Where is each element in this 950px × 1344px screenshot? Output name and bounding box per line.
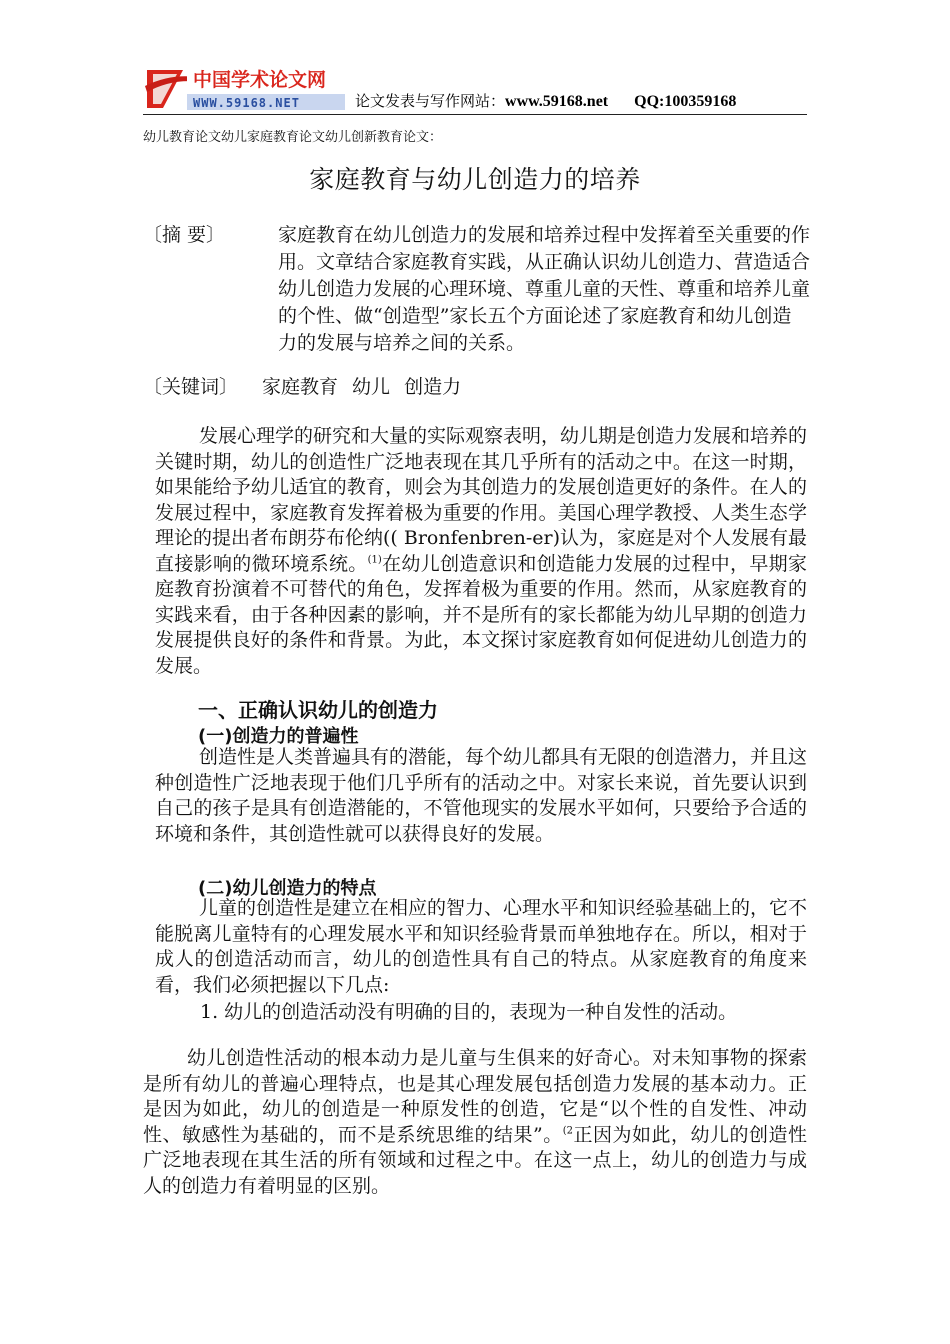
paragraph-universality: 创造性是人类普遍具有的潜能，每个幼儿都具有无限的创造潜力，并且这种创造性广泛地表现于他们几乎所有的活动之中。对家长来说，首先要认识到自己的孩子是具有创造潜能的，不管他现实的发展水平如何，只要给予合适的环境和条件，其创造性就可以获得良好的发展。 [155,746,808,845]
site-label: 论文发表与写作网站： [355,92,506,110]
citation-ref: (2 [562,1125,573,1137]
section-heading-1: 一、正确认识幼儿的创造力 [198,698,438,722]
logo-text: 中国学术论文网 [193,69,327,91]
subsection-heading-1: (一)创造力的普遍性 [198,726,359,747]
site-info [355,90,736,111]
header-divider [143,114,807,115]
curiosity-text-b: 正因为如此，幼儿的创造性广泛地表现在其生活的所有领域和过程之中。在这一点上，幼儿的创造力与成人的创造力有着明显的区别。 [143,1123,807,1197]
intro-text-b: 在幼儿创造意识和创造能力发展的过程中，早期家庭教育扮演着不可替代的角色，发挥着极为重要的作用。然而，从家庭教育的实践来看，由于各种因素的影响，并不是所有的家长都能为幼儿早期的创造力发展提供良好的条件和背景。为此，本文探讨家庭教育如何促进幼儿创造力的发展。 [155,552,807,677]
qq-contact: QQ:100359168 [634,93,737,110]
logo-url-text: WWW.59168.NET [193,96,300,110]
intro-paragraph [155,424,807,679]
paragraph-curiosity [143,1046,807,1199]
category-breadcrumb: 幼儿教育论文幼儿家庭教育论文幼儿创新教育论文： [143,130,443,145]
list-item: 1. 幼儿的创造活动没有明确的目的，表现为一种自发性的活动。 [200,1001,738,1023]
keywords [143,372,461,399]
paragraph-characteristics: 儿童的创造性是建立在相应的智力、心理水平和知识经验基础上的，它不能脱离儿童特有的心理发展水平和知识经验背景而单独地存在。所以，相对于成人的创造活动而言，幼儿的创造性具有自己的特点。从家庭教育的角度来看，我们必须把握以下几点: [155,897,808,996]
keywords-label: 〔关键词〕 [143,376,239,398]
abstract [143,222,810,357]
site-url-link[interactable]: www.59168.net [505,93,609,110]
citation-ref: (1) [367,554,382,566]
site-logo[interactable] [143,64,348,112]
subsection-heading-2: (二)幼儿创造力的特点 [198,878,377,899]
curiosity-text-a: 幼儿创造性活动的根本动力是儿童与生俱来的好奇心。对未知事物的探索是所有幼儿的普遍心理特点，也是其心理发展包括创造力发展的基本动力。正是因为如此，幼儿的创造是一种原发性的创造，它是“以个性的自发性、冲动性、敏感性为基础的，而不是系统思维的结果”。 [143,1047,807,1146]
keywords-value: 家庭教育 幼儿 创造力 [262,376,462,398]
abstract-label: 〔摘 要〕 [143,224,226,246]
abstract-text: 家庭教育在幼儿创造力的发展和培养过程中发挥着至关重要的作用。文章结合家庭教育实践，从正确认识幼儿创造力、营造适合幼儿创造力发展的心理环境、尊重儿童的天性、尊重和培养儿童的个性、做“创造型”家长五个方面论述了家庭教育和幼儿创造力的发展与培养之间的关系。 [278,224,811,354]
site-header [143,64,807,114]
article-title: 家庭教育与幼儿创造力的培养 [309,165,641,194]
intro-text-a: 发展心理学的研究和大量的实际观察表明，幼儿期是创造力发展和培养的关键时期，幼儿的创造性广泛地表现在其几乎所有的活动之中。在这一时期，如果能给予幼儿适宜的教育，则会为其创造力的发展创造更好的条件。在人的发展过程中，家庭教育发挥着极为重要的作用。美国心理学教授、人类生态学理论的提出者布朗芬布伦纳(( Bronfenbren-er)认为，家庭是对个人发展有最直接影响的微环境系统。 [155,425,808,575]
